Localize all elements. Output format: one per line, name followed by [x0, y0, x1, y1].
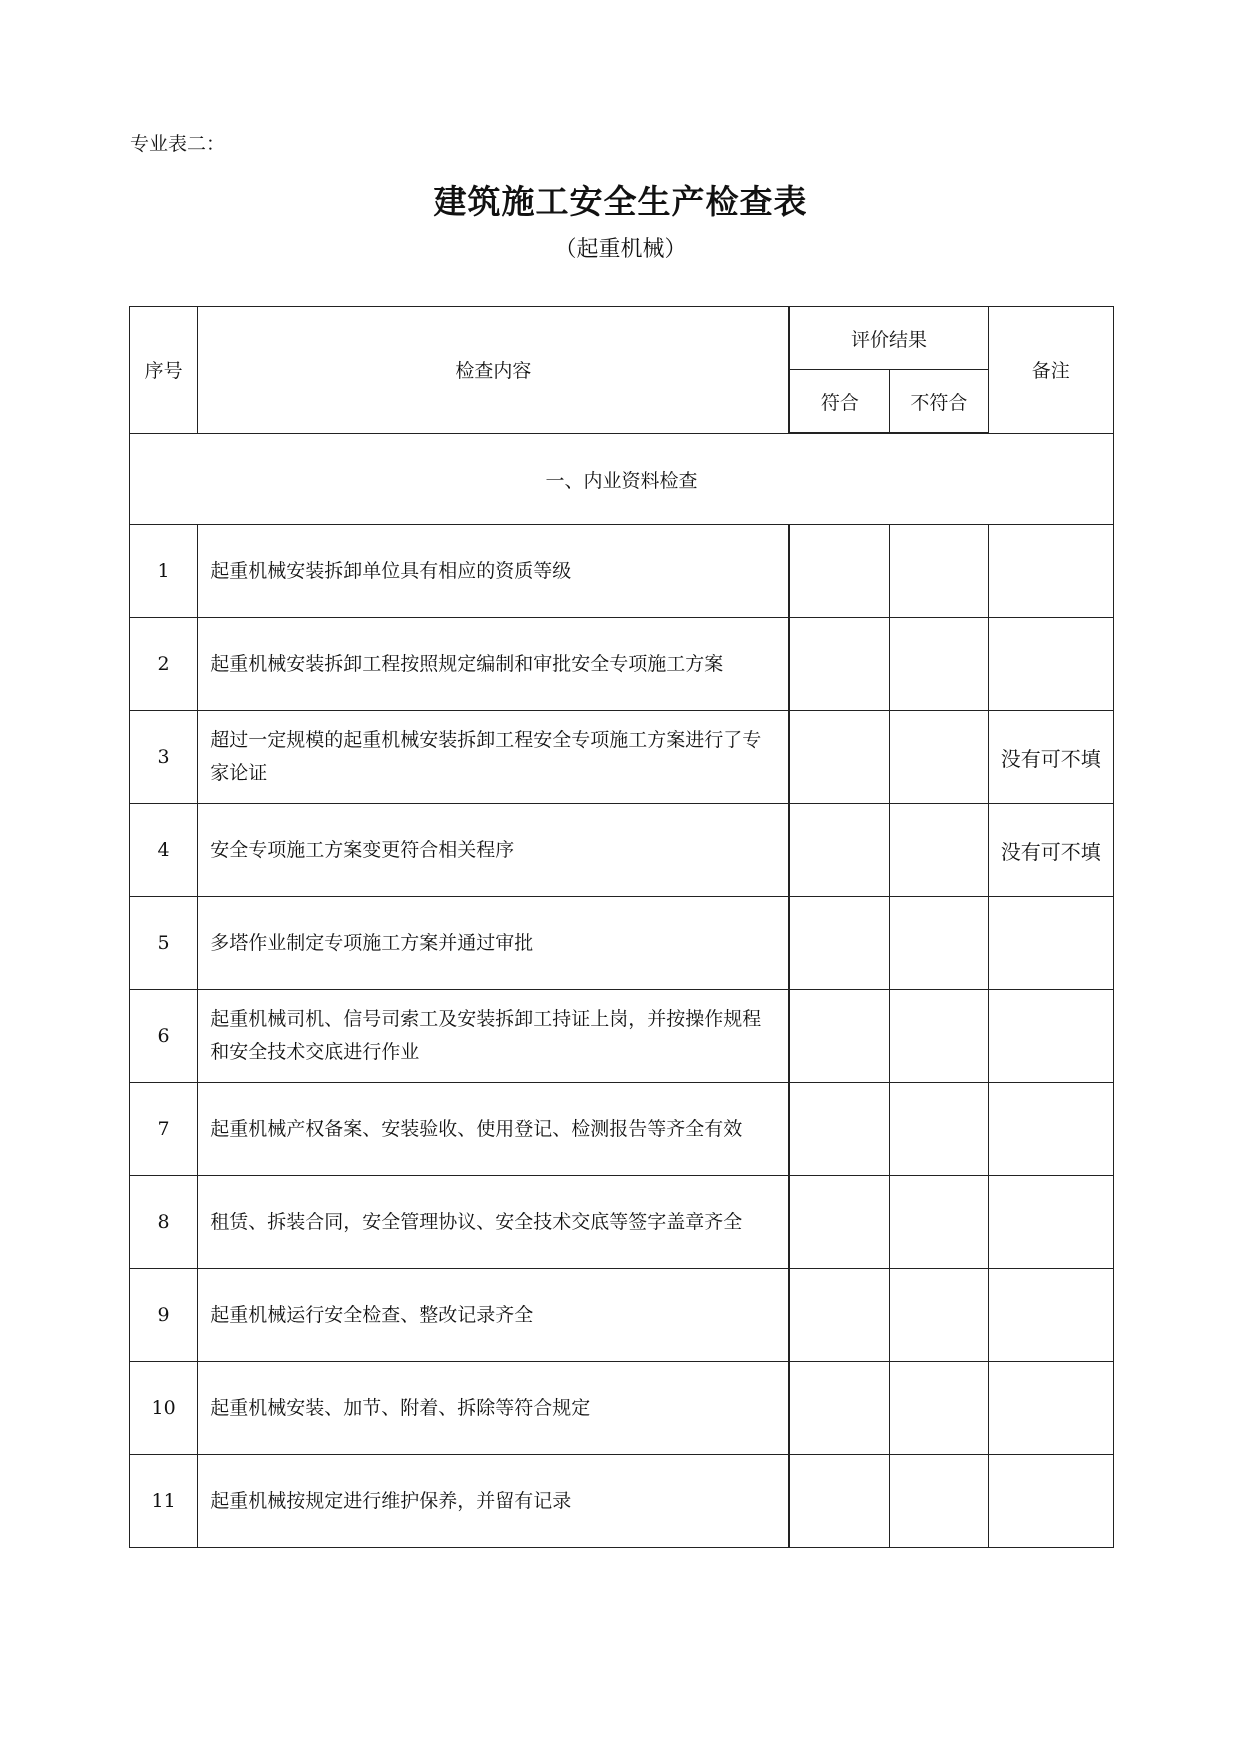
pass-cell[interactable] [789, 1269, 889, 1362]
fail-cell[interactable] [890, 1269, 988, 1362]
row-number: 6 [130, 990, 198, 1083]
row-number: 1 [130, 525, 198, 618]
remark-cell [988, 525, 1113, 618]
table-row [130, 990, 1114, 1083]
row-content: 安全专项施工方案变更符合相关程序 [198, 804, 790, 897]
row-content: 多塔作业制定专项施工方案并通过审批 [198, 897, 790, 990]
remark-cell [988, 990, 1113, 1083]
row-content: 起重机械司机、信号司索工及安装拆卸工持证上岗，并按操作规程和安全技术交底进行作业 [198, 990, 790, 1083]
row-content: 起重机械安装拆卸单位具有相应的资质等级 [198, 525, 790, 618]
row-number: 9 [130, 1269, 198, 1362]
fail-cell[interactable] [890, 711, 988, 804]
remark-cell [988, 1083, 1113, 1176]
header-result: 评价结果 [789, 307, 988, 370]
pass-cell[interactable] [789, 525, 889, 618]
row-number: 8 [130, 1176, 198, 1269]
row-number: 11 [130, 1455, 198, 1548]
page-title: 建筑施工安全生产检查表 [433, 182, 808, 221]
row-content: 起重机械运行安全检查、整改记录齐全 [198, 1269, 790, 1362]
fail-cell[interactable] [890, 990, 988, 1083]
table-row [130, 525, 1114, 618]
pass-cell[interactable] [789, 1362, 889, 1455]
pass-cell[interactable] [789, 990, 889, 1083]
remark-cell: 没有可不填 [988, 711, 1113, 804]
row-content: 起重机械产权备案、安装验收、使用登记、检测报告等齐全有效 [198, 1083, 790, 1176]
row-content: 起重机械安装、加节、附着、拆除等符合规定 [198, 1362, 790, 1455]
pass-cell[interactable] [789, 804, 889, 897]
fail-cell[interactable] [890, 897, 988, 990]
inspection-table [129, 306, 1114, 1548]
pass-cell[interactable] [789, 711, 889, 804]
header-content: 检查内容 [198, 307, 790, 434]
table-row [130, 711, 1114, 804]
pass-cell[interactable] [789, 1083, 889, 1176]
row-content: 租赁、拆装合同，安全管理协议、安全技术交底等签字盖章齐全 [198, 1176, 790, 1269]
fail-cell[interactable] [890, 1176, 988, 1269]
fail-cell[interactable] [890, 804, 988, 897]
table-row [130, 897, 1114, 990]
table-row [130, 1455, 1114, 1548]
row-number: 3 [130, 711, 198, 804]
row-number: 7 [130, 1083, 198, 1176]
page-subtitle: （起重机械） [554, 237, 687, 262]
remark-cell [988, 897, 1113, 990]
form-number-label: 专业表二： [130, 133, 226, 155]
row-content: 起重机械安装拆卸工程按照规定编制和审批安全专项施工方案 [198, 618, 790, 711]
remark-cell: 没有可不填 [988, 804, 1113, 897]
header-seq: 序号 [130, 307, 198, 434]
row-number: 5 [130, 897, 198, 990]
fail-cell[interactable] [890, 1083, 988, 1176]
fail-cell[interactable] [890, 618, 988, 711]
table-row [130, 1269, 1114, 1362]
table-header-row [130, 307, 1114, 370]
fail-cell[interactable] [890, 525, 988, 618]
fail-cell[interactable] [890, 1455, 988, 1548]
pass-cell[interactable] [789, 618, 889, 711]
section-row [130, 433, 1114, 525]
pass-cell[interactable] [789, 1455, 889, 1548]
row-number: 10 [130, 1362, 198, 1455]
row-content: 起重机械按规定进行维护保养，并留有记录 [198, 1455, 790, 1548]
fail-cell[interactable] [890, 1362, 988, 1455]
remark-cell [988, 1269, 1113, 1362]
section-title: 一、内业资料检查 [130, 433, 1114, 525]
header-fail: 不符合 [890, 370, 988, 434]
table-row [130, 1083, 1114, 1176]
table-row [130, 804, 1114, 897]
pass-cell[interactable] [789, 897, 889, 990]
pass-cell[interactable] [789, 1176, 889, 1269]
remark-cell [988, 1362, 1113, 1455]
table-row [130, 1362, 1114, 1455]
table-row [130, 618, 1114, 711]
remark-cell [988, 618, 1113, 711]
table-row [130, 1176, 1114, 1269]
row-number: 2 [130, 618, 198, 711]
remark-cell [988, 1455, 1113, 1548]
remark-cell [988, 1176, 1113, 1269]
header-pass: 符合 [789, 370, 889, 434]
row-content: 超过一定规模的起重机械安装拆卸工程安全专项施工方案进行了专家论证 [198, 711, 790, 804]
row-number: 4 [130, 804, 198, 897]
header-remark: 备注 [988, 307, 1113, 434]
